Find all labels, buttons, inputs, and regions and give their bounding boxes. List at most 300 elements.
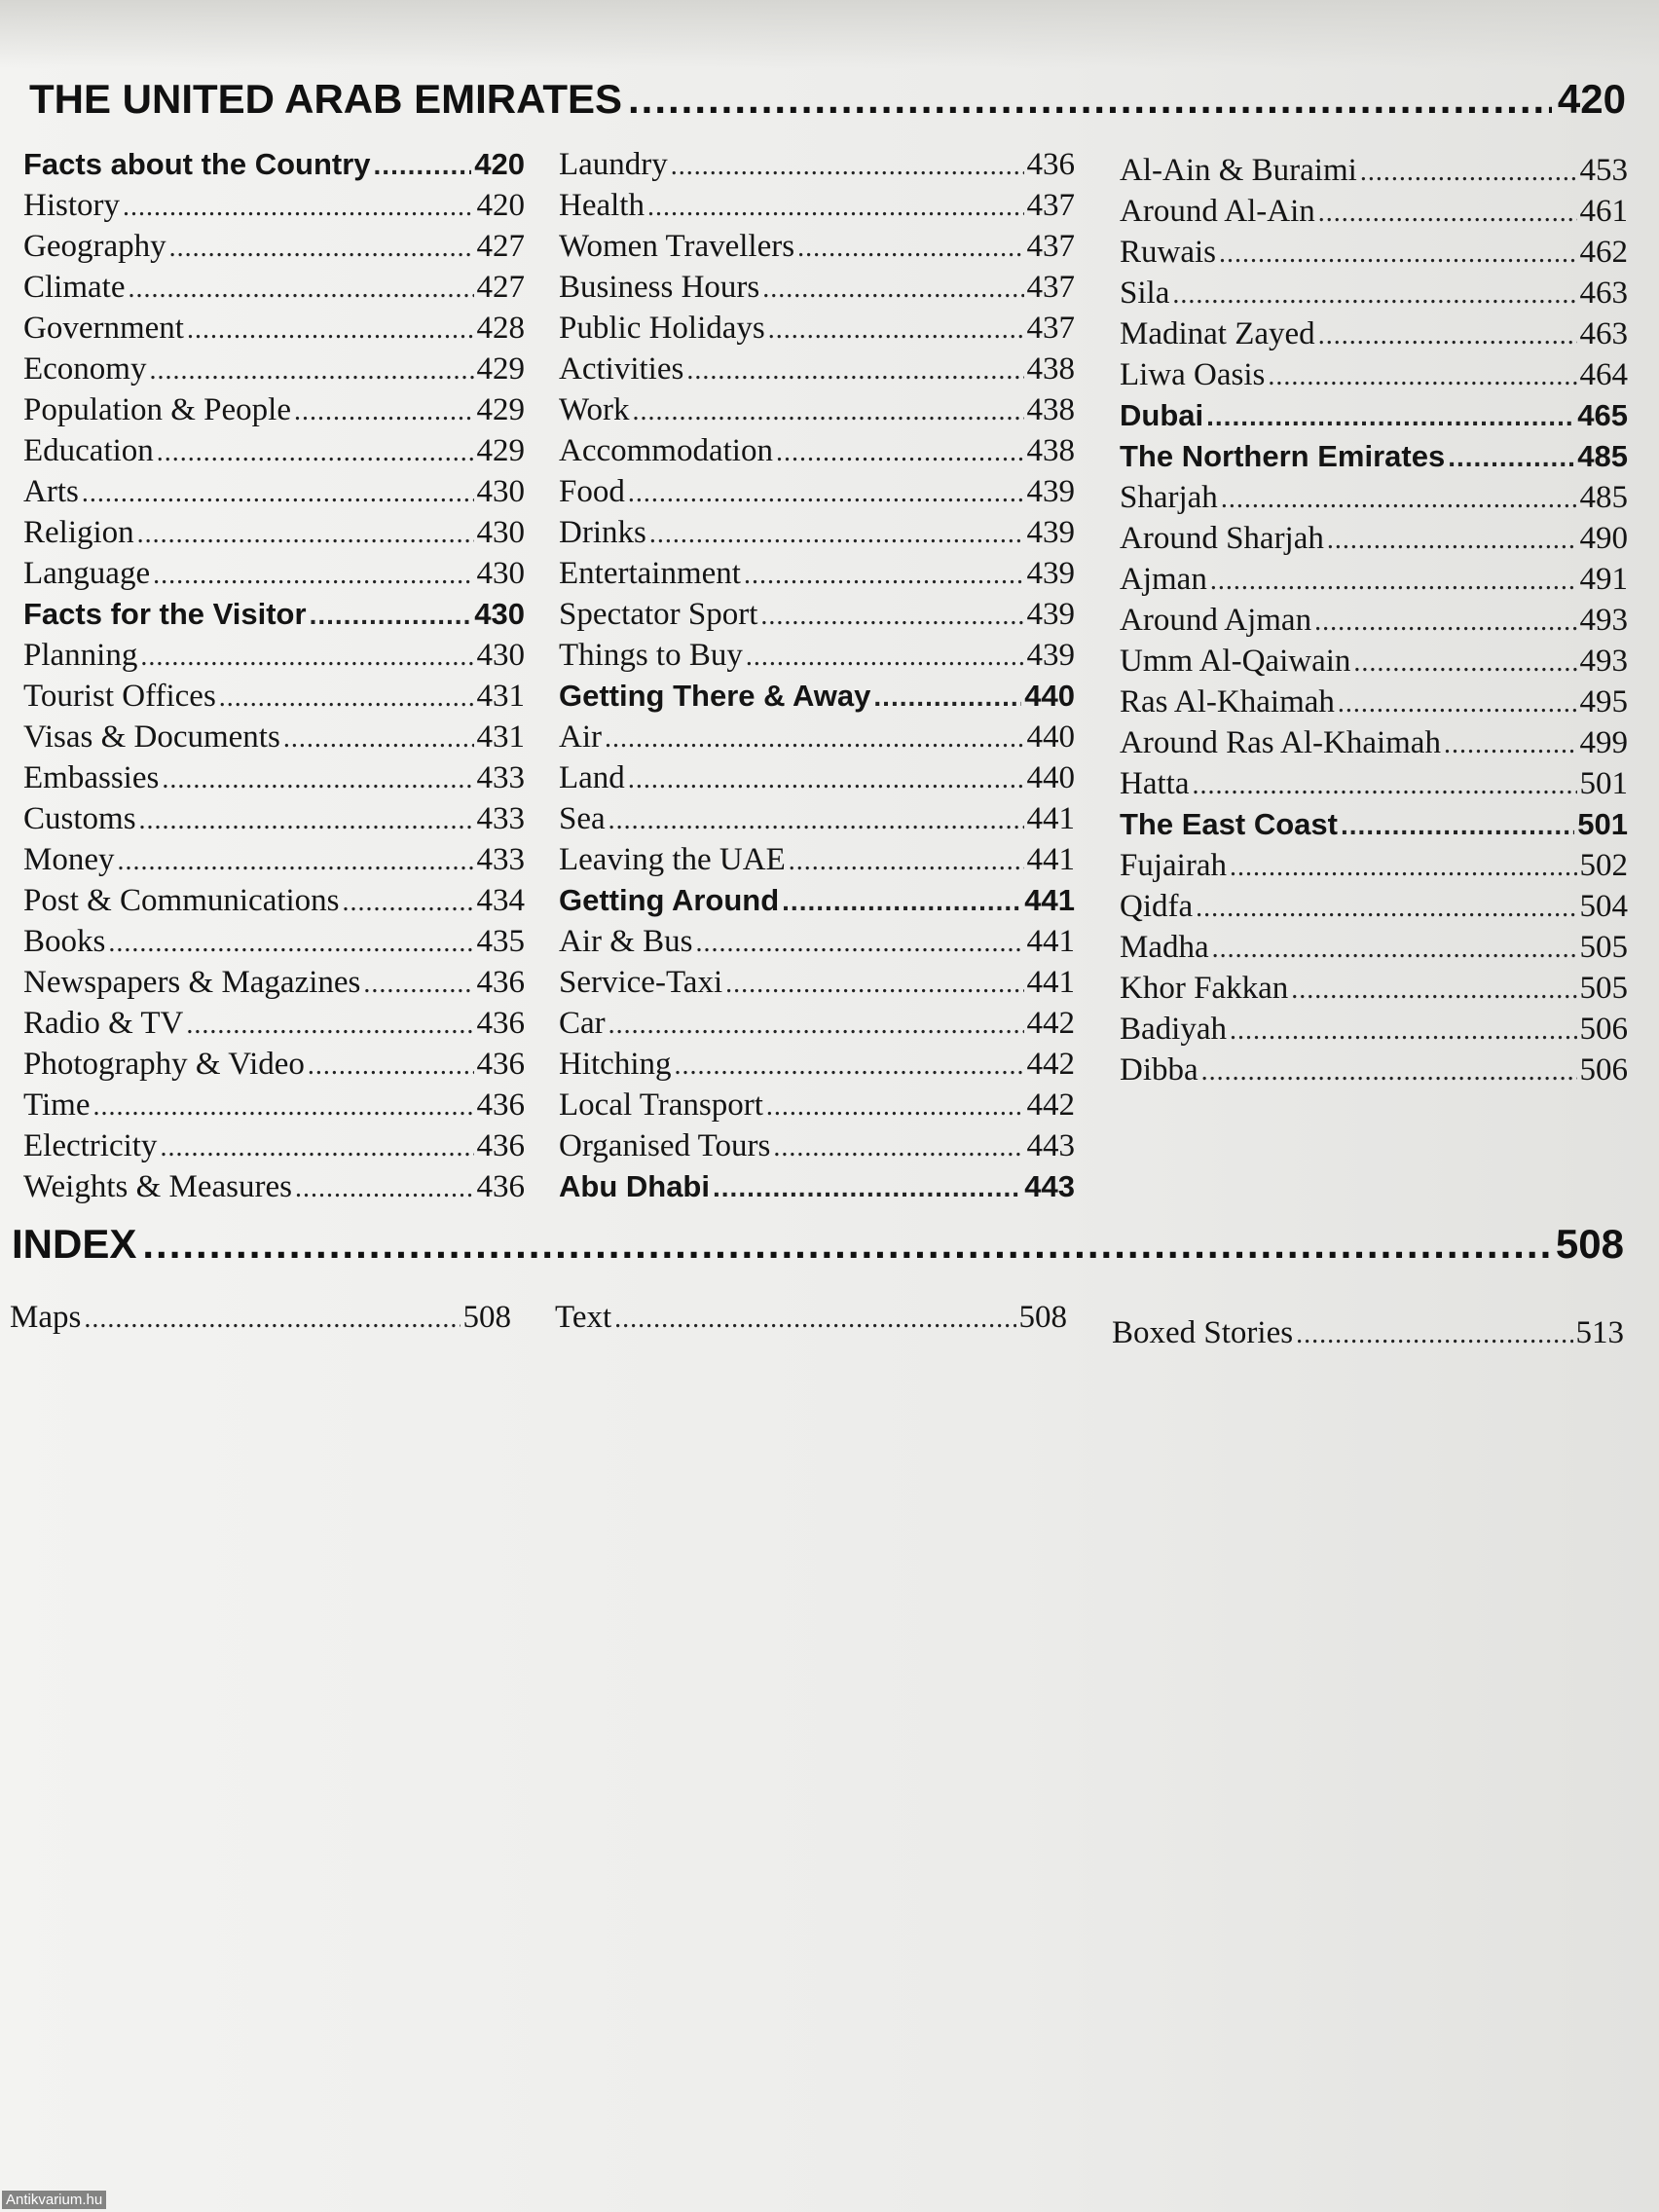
- leader-dots: [1360, 152, 1577, 193]
- entry-page: 431: [476, 719, 525, 755]
- toc-entry: [559, 144, 1075, 185]
- leader-dots: [1291, 970, 1576, 1011]
- entry-label: The East Coast: [1120, 807, 1338, 841]
- leader-dots: [308, 1046, 474, 1087]
- leader-dots: [1192, 765, 1576, 806]
- toc-entry: [1120, 232, 1628, 273]
- entry-page: 441: [1026, 801, 1075, 836]
- entry-page: 437: [1026, 229, 1075, 264]
- entry-page: 464: [1579, 357, 1628, 392]
- entry-label: Laundry: [559, 147, 668, 182]
- leader-dots: [169, 228, 474, 269]
- leader-dots: [1327, 520, 1577, 561]
- toc-section-heading: [559, 1166, 1075, 1207]
- toc-entry: [23, 471, 525, 512]
- entry-label: Boxed Stories: [1112, 1315, 1294, 1350]
- entry-label: Around Al-Ain: [1120, 194, 1315, 229]
- entry-label: Embassies: [23, 760, 160, 795]
- toc-column-1: [23, 144, 525, 1207]
- leader-dots: [92, 1087, 473, 1127]
- leader-dots: [139, 800, 474, 841]
- leader-dots: [773, 1127, 1023, 1168]
- index-title: INDEX: [12, 1221, 137, 1267]
- entry-label: Tourist Offices: [23, 679, 216, 714]
- toc-entry: [559, 798, 1075, 839]
- leader-dots: [157, 432, 474, 473]
- index-heading: [12, 1221, 1624, 1268]
- entry-page: 436: [476, 1088, 525, 1123]
- leader-dots: [628, 759, 1024, 800]
- entry-page: 501: [1577, 807, 1628, 841]
- entry-page: 441: [1026, 965, 1075, 1000]
- toc-entry: [23, 1044, 525, 1085]
- leader-dots: [628, 76, 1552, 123]
- entry-page: 437: [1026, 311, 1075, 346]
- leader-dots: [776, 432, 1024, 473]
- entry-page: 465: [1577, 398, 1628, 432]
- entry-page: 485: [1577, 439, 1628, 473]
- entry-page: 430: [476, 556, 525, 591]
- leader-dots: [187, 310, 474, 350]
- toc-entry: [559, 921, 1075, 962]
- chapter-title: THE UNITED ARAB EMIRATES: [29, 76, 622, 122]
- leader-dots: [137, 514, 474, 555]
- entry-page: 506: [1579, 1052, 1628, 1088]
- leader-dots: [766, 1087, 1024, 1127]
- toc-entry: [1120, 150, 1628, 191]
- leader-dots: [343, 882, 474, 923]
- toc-entry: [559, 349, 1075, 389]
- entry-label: Air & Bus: [559, 924, 693, 959]
- leader-dots: [768, 310, 1024, 350]
- entry-page: 439: [1026, 556, 1075, 591]
- leader-dots: [647, 187, 1024, 228]
- leader-dots: [140, 637, 473, 678]
- entry-page: 440: [1026, 760, 1075, 795]
- entry-page: 439: [1026, 474, 1075, 509]
- toc-entry: [1120, 682, 1628, 722]
- entry-page: 437: [1026, 188, 1075, 223]
- entry-label: Maps: [10, 1300, 82, 1335]
- entry-page: 493: [1579, 644, 1628, 679]
- entry-page: 501: [1579, 766, 1628, 801]
- entry-label: Madinat Zayed: [1120, 316, 1315, 351]
- leader-dots: [605, 719, 1024, 759]
- entry-label: Public Holidays: [559, 311, 765, 346]
- leader-dots: [725, 964, 1023, 1005]
- leader-dots: [84, 1299, 460, 1340]
- toc-section-heading: [1120, 804, 1628, 845]
- entry-label: Al-Ain & Buraimi: [1120, 153, 1357, 188]
- leader-dots: [1268, 356, 1576, 397]
- entry-label: Car: [559, 1006, 606, 1041]
- toc-entry: [559, 1044, 1075, 1085]
- leader-dots: [149, 350, 473, 391]
- entry-label: Newspapers & Magazines: [23, 965, 361, 1000]
- entry-page: 433: [476, 801, 525, 836]
- entry-page: 433: [476, 760, 525, 795]
- entry-label: Books: [23, 924, 106, 959]
- toc-entry: [23, 226, 525, 267]
- leader-dots: [696, 923, 1024, 964]
- toc-entry: [23, 1125, 525, 1166]
- entry-label: Electricity: [23, 1128, 158, 1163]
- toc-entry: [559, 594, 1075, 635]
- entry-label: Land: [559, 760, 625, 795]
- leader-dots: [608, 1005, 1024, 1046]
- leader-dots: [782, 881, 1021, 922]
- toc-entry: [23, 962, 525, 1003]
- toc-entry: [1120, 1009, 1628, 1050]
- entry-page: 508: [462, 1300, 511, 1335]
- toc-entry: [559, 471, 1075, 512]
- entry-label: Visas & Documents: [23, 719, 280, 755]
- toc-entry: [559, 1003, 1075, 1044]
- toc-section-heading: [1120, 436, 1628, 477]
- page-top-shadow: [0, 0, 1659, 68]
- toc-entry: [23, 798, 525, 839]
- entry-page: 442: [1026, 1047, 1075, 1082]
- entry-page: 502: [1579, 848, 1628, 883]
- entry-page: 438: [1026, 433, 1075, 468]
- leader-dots: [160, 1127, 473, 1168]
- entry-label: Health: [559, 188, 645, 223]
- entry-label: Around Ras Al-Khaimah: [1120, 725, 1441, 760]
- entry-label: Religion: [23, 515, 134, 550]
- entry-label: Ajman: [1120, 562, 1207, 597]
- entry-label: Customs: [23, 801, 136, 836]
- toc-entry: [559, 839, 1075, 880]
- entry-label: Work: [559, 392, 630, 427]
- entry-page: 427: [476, 270, 525, 305]
- leader-dots: [1296, 1314, 1572, 1355]
- leader-dots: [1444, 724, 1577, 765]
- entry-page: 430: [476, 638, 525, 673]
- leader-dots: [1314, 602, 1576, 643]
- entry-label: Abu Dhabi: [559, 1169, 710, 1203]
- entry-label: Umm Al-Qaiwain: [1120, 644, 1351, 679]
- entry-page: 437: [1026, 270, 1075, 305]
- entry-label: Organised Tours: [559, 1128, 771, 1163]
- entry-page: 440: [1026, 719, 1075, 755]
- toc-entry: [23, 757, 525, 798]
- toc-entry: [23, 717, 525, 757]
- entry-page: 436: [476, 1169, 525, 1204]
- leader-dots: [686, 350, 1023, 391]
- entry-page: 491: [1579, 562, 1628, 597]
- index-entry-text: [555, 1297, 1067, 1338]
- entry-label: Post & Communications: [23, 883, 340, 918]
- entry-page: 440: [1024, 679, 1075, 713]
- toc-entry: [559, 962, 1075, 1003]
- leader-dots: [1196, 888, 1576, 929]
- entry-label: Text: [555, 1300, 612, 1335]
- leader-dots: [108, 923, 473, 964]
- leader-dots: [744, 555, 1024, 596]
- entry-label: Dubai: [1120, 398, 1204, 432]
- entry-page: 453: [1579, 153, 1628, 188]
- entry-page: 434: [476, 883, 525, 918]
- leader-dots: [1210, 561, 1577, 602]
- toc-entry: [1120, 1050, 1628, 1090]
- toc-entry: [559, 757, 1075, 798]
- entry-label: Entertainment: [559, 556, 741, 591]
- entry-label: History: [23, 188, 120, 223]
- toc-entry: [1120, 845, 1628, 886]
- entry-label: Radio & TV: [23, 1006, 184, 1041]
- entry-page: 427: [476, 229, 525, 264]
- chapter-heading: [29, 76, 1626, 123]
- entry-page: 429: [476, 433, 525, 468]
- toc-entry: [559, 553, 1075, 594]
- entry-page: 439: [1026, 638, 1075, 673]
- toc-section-heading: [559, 676, 1075, 717]
- toc-section-heading: [559, 880, 1075, 921]
- entry-label: Climate: [23, 270, 126, 305]
- toc-entry: [559, 185, 1075, 226]
- entry-page: 435: [476, 924, 525, 959]
- entry-page: 439: [1026, 515, 1075, 550]
- toc-entry: [1120, 518, 1628, 559]
- entry-page: 438: [1026, 392, 1075, 427]
- entry-label: Facts about the Country: [23, 147, 371, 181]
- entry-page: 430: [476, 515, 525, 550]
- entry-page: 429: [476, 351, 525, 387]
- entry-label: Planning: [23, 638, 138, 673]
- entry-label: Accommodation: [559, 433, 773, 468]
- entry-page: 513: [1575, 1315, 1624, 1350]
- toc-entry: [23, 185, 525, 226]
- toc-section-heading: [1120, 395, 1628, 436]
- leader-dots: [762, 269, 1023, 310]
- entry-page: 436: [476, 1128, 525, 1163]
- toc-entry: [1120, 722, 1628, 763]
- toc-entry: [23, 921, 525, 962]
- entry-label: Service-Taxi: [559, 965, 723, 1000]
- entry-page: 439: [1026, 597, 1075, 632]
- toc-entry: [559, 389, 1075, 430]
- entry-page: 441: [1026, 842, 1075, 877]
- leader-dots: [797, 228, 1023, 269]
- entry-label: Liwa Oasis: [1120, 357, 1266, 392]
- entry-label: Food: [559, 474, 625, 509]
- toc-entry: [1120, 763, 1628, 804]
- toc-entry: [559, 226, 1075, 267]
- entry-label: Women Travellers: [559, 229, 795, 264]
- toc-entry: [23, 430, 525, 471]
- entry-label: Money: [23, 842, 115, 877]
- leader-dots: [219, 678, 474, 719]
- leader-dots: [186, 1005, 473, 1046]
- entry-label: Leaving the UAE: [559, 842, 786, 877]
- entry-page: 436: [476, 1006, 525, 1041]
- leader-dots: [1172, 275, 1576, 315]
- toc-entry: [559, 717, 1075, 757]
- entry-page: 505: [1579, 971, 1628, 1006]
- leader-dots: [1206, 396, 1574, 437]
- toc-entry: [559, 1125, 1075, 1166]
- leader-dots: [123, 187, 474, 228]
- leader-dots: [142, 1221, 1550, 1268]
- index-entry-boxed-stories: [1112, 1312, 1624, 1353]
- toc-entry: [1120, 477, 1628, 518]
- toc-entry: [1120, 313, 1628, 354]
- entry-page: 490: [1579, 521, 1628, 556]
- entry-page: 463: [1579, 276, 1628, 311]
- entry-label: Around Sharjah: [1120, 521, 1324, 556]
- index-page: 508: [1555, 1221, 1624, 1267]
- entry-page: 485: [1579, 480, 1628, 515]
- toc-entry: [23, 839, 525, 880]
- leader-dots: [1219, 234, 1577, 275]
- entry-page: 508: [1018, 1300, 1067, 1335]
- leader-dots: [608, 800, 1024, 841]
- entry-page: 442: [1026, 1088, 1075, 1123]
- entry-page: 420: [476, 188, 525, 223]
- leader-dots: [82, 473, 474, 514]
- entry-page: 461: [1579, 194, 1628, 229]
- entry-label: Khor Fakkan: [1120, 971, 1289, 1006]
- entry-label: Population & People: [23, 392, 291, 427]
- entry-page: 504: [1579, 889, 1628, 924]
- toc-entry: [23, 308, 525, 349]
- entry-page: 442: [1026, 1006, 1075, 1041]
- entry-page: 430: [474, 597, 525, 631]
- entry-label: Economy: [23, 351, 147, 387]
- toc-entry: [559, 308, 1075, 349]
- toc-entry: [23, 1166, 525, 1207]
- entry-label: Weights & Measures: [23, 1169, 292, 1204]
- leader-dots: [1221, 479, 1577, 520]
- entry-label: Time: [23, 1088, 91, 1123]
- toc-section-heading: [23, 144, 525, 185]
- entry-label: Around Ajman: [1120, 603, 1312, 638]
- entry-label: Photography & Video: [23, 1047, 305, 1082]
- leader-dots: [674, 1046, 1023, 1087]
- toc-entry: [1120, 191, 1628, 232]
- entry-label: Sharjah: [1120, 480, 1218, 515]
- toc-entry: [23, 1003, 525, 1044]
- entry-page: 463: [1579, 316, 1628, 351]
- entry-page: 495: [1579, 684, 1628, 719]
- entry-page: 429: [476, 392, 525, 427]
- entry-label: Education: [23, 433, 154, 468]
- entry-label: Hitching: [559, 1047, 672, 1082]
- toc-entry: [1120, 600, 1628, 641]
- entry-label: Spectator Sport: [559, 597, 758, 632]
- entry-label: Hatta: [1120, 766, 1190, 801]
- leader-dots: [118, 841, 474, 882]
- entry-page: 430: [476, 474, 525, 509]
- leader-dots: [1212, 929, 1577, 970]
- leader-dots: [1338, 683, 1577, 724]
- entry-label: Government: [23, 311, 184, 346]
- entry-label: Madha: [1120, 930, 1209, 965]
- leader-dots: [713, 1167, 1021, 1208]
- entry-page: 443: [1026, 1128, 1075, 1163]
- leader-dots: [1230, 847, 1577, 888]
- entry-label: Badiyah: [1120, 1012, 1227, 1047]
- entry-page: 499: [1579, 725, 1628, 760]
- entry-page: 420: [474, 147, 525, 181]
- leader-dots: [614, 1299, 1015, 1340]
- toc-entry: [559, 1085, 1075, 1125]
- toc-entry: [23, 512, 525, 553]
- toc-entry: [23, 553, 525, 594]
- leader-dots: [153, 555, 473, 596]
- leader-dots: [1341, 805, 1574, 846]
- entry-label: Drinks: [559, 515, 646, 550]
- entry-page: 433: [476, 842, 525, 877]
- toc-entry: [559, 635, 1075, 676]
- leader-dots: [1353, 643, 1576, 683]
- entry-label: Arts: [23, 474, 79, 509]
- entry-page: 505: [1579, 930, 1628, 965]
- toc-column-2: [559, 144, 1075, 1207]
- leader-dots: [633, 391, 1024, 432]
- toc-entry: [23, 635, 525, 676]
- entry-page: 441: [1024, 883, 1075, 917]
- entry-label: Business Hours: [559, 270, 760, 305]
- toc-entry: [559, 267, 1075, 308]
- leader-dots: [295, 1168, 474, 1209]
- watermark: Antikvarium.hu: [2, 2191, 106, 2209]
- leader-dots: [1318, 193, 1577, 234]
- toc-entry: [23, 267, 525, 308]
- leader-dots: [374, 145, 472, 186]
- toc-entry: [1120, 968, 1628, 1009]
- leader-dots: [1448, 437, 1574, 478]
- toc-entry: [1120, 559, 1628, 600]
- entry-page: 431: [476, 679, 525, 714]
- entry-label: Getting Around: [559, 883, 780, 917]
- toc-entry: [23, 1085, 525, 1125]
- leader-dots: [873, 677, 1021, 718]
- entry-page: 436: [476, 1047, 525, 1082]
- leader-dots: [746, 637, 1024, 678]
- chapter-page: 420: [1557, 76, 1626, 122]
- entry-label: Fujairah: [1120, 848, 1227, 883]
- toc-entry: [1120, 641, 1628, 682]
- leader-dots: [628, 473, 1024, 514]
- entry-label: Qidfa: [1120, 889, 1194, 924]
- toc-entry: [23, 676, 525, 717]
- entry-page: 462: [1579, 235, 1628, 270]
- toc-entry: [559, 512, 1075, 553]
- toc-entry: [1120, 886, 1628, 927]
- entry-label: Getting There & Away: [559, 679, 871, 713]
- entry-page: 436: [476, 965, 525, 1000]
- toc-entry: [23, 389, 525, 430]
- entry-label: Things to Buy: [559, 638, 743, 673]
- entry-page: 428: [476, 311, 525, 346]
- entry-label: Geography: [23, 229, 166, 264]
- entry-page: 493: [1579, 603, 1628, 638]
- entry-label: Sila: [1120, 276, 1170, 311]
- leader-dots: [649, 514, 1024, 555]
- toc-column-3: [1120, 150, 1628, 1090]
- index-entry-maps: [10, 1297, 511, 1338]
- toc-entry: [23, 880, 525, 921]
- leader-dots: [294, 391, 474, 432]
- entry-page: 441: [1026, 924, 1075, 959]
- entry-page: 436: [1026, 147, 1075, 182]
- entry-label: Local Transport: [559, 1088, 763, 1123]
- entry-label: Language: [23, 556, 151, 591]
- leader-dots: [128, 269, 473, 310]
- toc-entry: [559, 430, 1075, 471]
- leader-dots: [310, 595, 472, 636]
